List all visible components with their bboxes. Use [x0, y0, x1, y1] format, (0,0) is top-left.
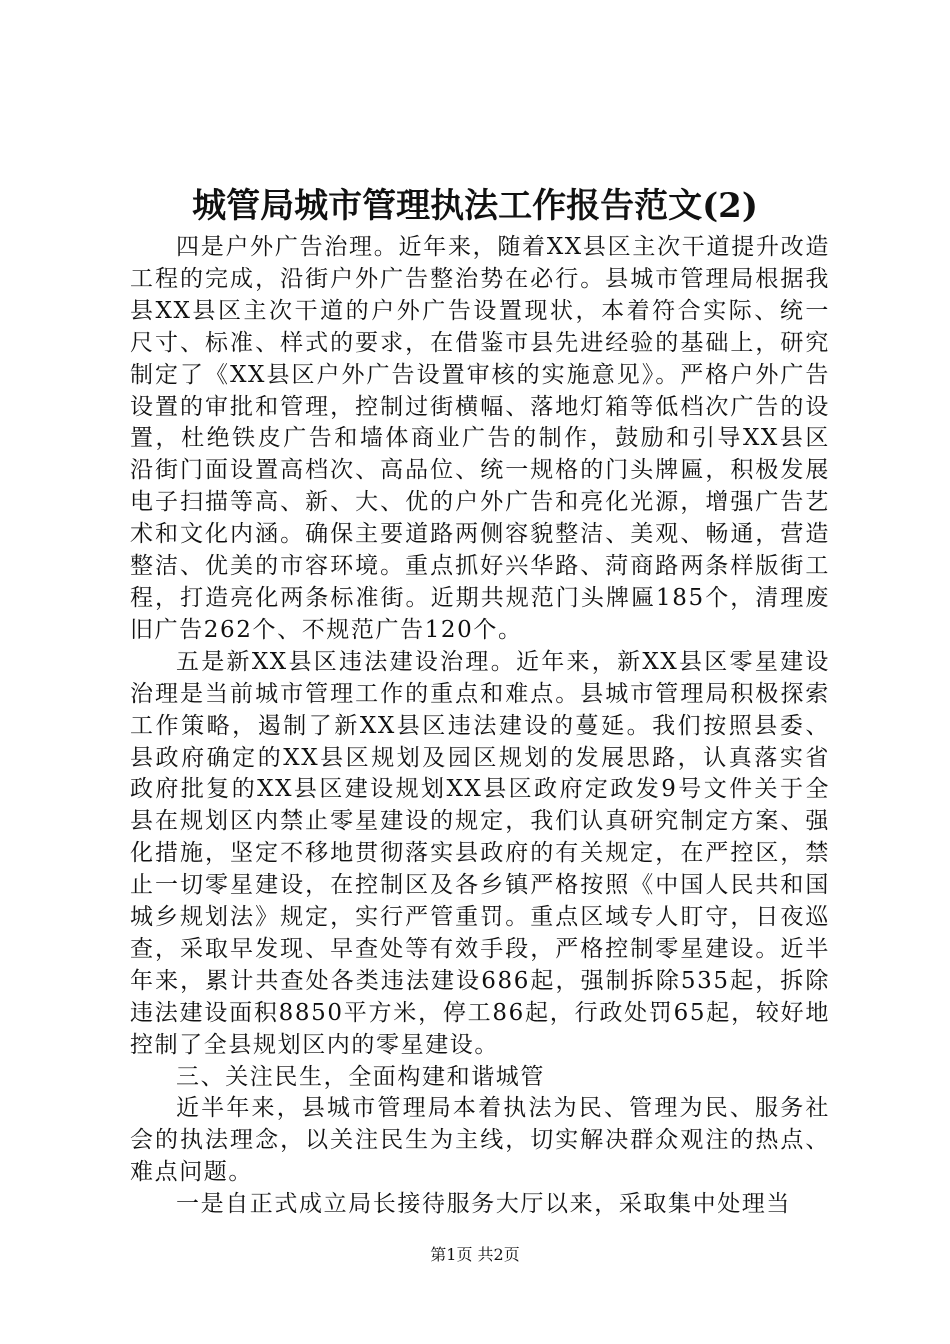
section-heading-livelihood: 三、关注民生，全面构建和谐城管: [176, 1063, 545, 1090]
paragraph-illegal-construction: 五是新XX县区违法建设治理。近年来，新XX县区零星建设治理是当前城市管理工作的重点和难点。县城市管理局积极探索工作策略，遏制了新XX县区违法建设的蔓延。我们按照县委、县政府确定的XX县区规划及园区规划的发展思路，认真落实省政府批复的XX县区建设规划XX县区政府定政发9号文件关于全县在规划区内禁止零星建设的规定，我们认真研究制定方案、强化措施，坚定不移地贯彻落实县政府的有关规定，在严控区，禁止一切零星建设，在控制区及各乡镇严格按照《中国人民共和国城乡规划法》规定，实行严管重罚。重点区域专人盯守，日夜巡查，采取早发现、早查处等有效手段，严格控制零星建设。近半年来，累计共查处各类违法建设686起，强制拆除535起，拆除违法建设面积8850平方米，停工86起，行政处罚65起，较好地控制了全县规划区内的零星建设。: [130, 648, 830, 1058]
paragraph-reception-hall: 一是自正式成立局长接待服务大厅以来，采取集中处理当: [176, 1191, 791, 1218]
document-body: [130, 232, 830, 1221]
page-number-footer: 第1页 共2页: [430, 1245, 520, 1264]
paragraph-outdoor-advertising: 四是户外广告治理。近年来，随着XX县区主次干道提升改造工程的完成，沿街户外广告整治势在必行。县城市管理局根据我县XX县区主次干道的户外广告设置现状，本着符合实际、统一尺寸、标准、样式的要求，在借鉴市县先进经验的基础上，研究制定了《XX县区户外广告设置审核的实施意见》。严格户外广告设置的审批和管理，控制过街横幅、落地灯箱等低档次广告的设置，杜绝铁皮广告和墙体商业广告的制作，鼓励和引导XX县区沿街门面设置高档次、高品位、统一规格的门头牌匾，积极发展电子扫描等高、新、大、优的户外广告和亮化光源，增强广告艺术和文化内涵。确保主要道路两侧容貌整洁、美观、畅通，营造整洁、优美的市容环境。重点抓好兴华路、菏商路两条样版街工程，打造亮化两条标准街。近期共规范门头牌匾185个，清理废旧广告262个、不规范广告120个。: [130, 234, 830, 643]
document-title: 城管局城市管理执法工作报告范文(2): [192, 186, 758, 226]
paragraph-livelihood-intro: 近半年来，县城市管理局本着执法为民、管理为民、服务社会的执法理念，以关注民生为主线，切实解决群众观注的热点、难点问题。: [130, 1095, 830, 1186]
